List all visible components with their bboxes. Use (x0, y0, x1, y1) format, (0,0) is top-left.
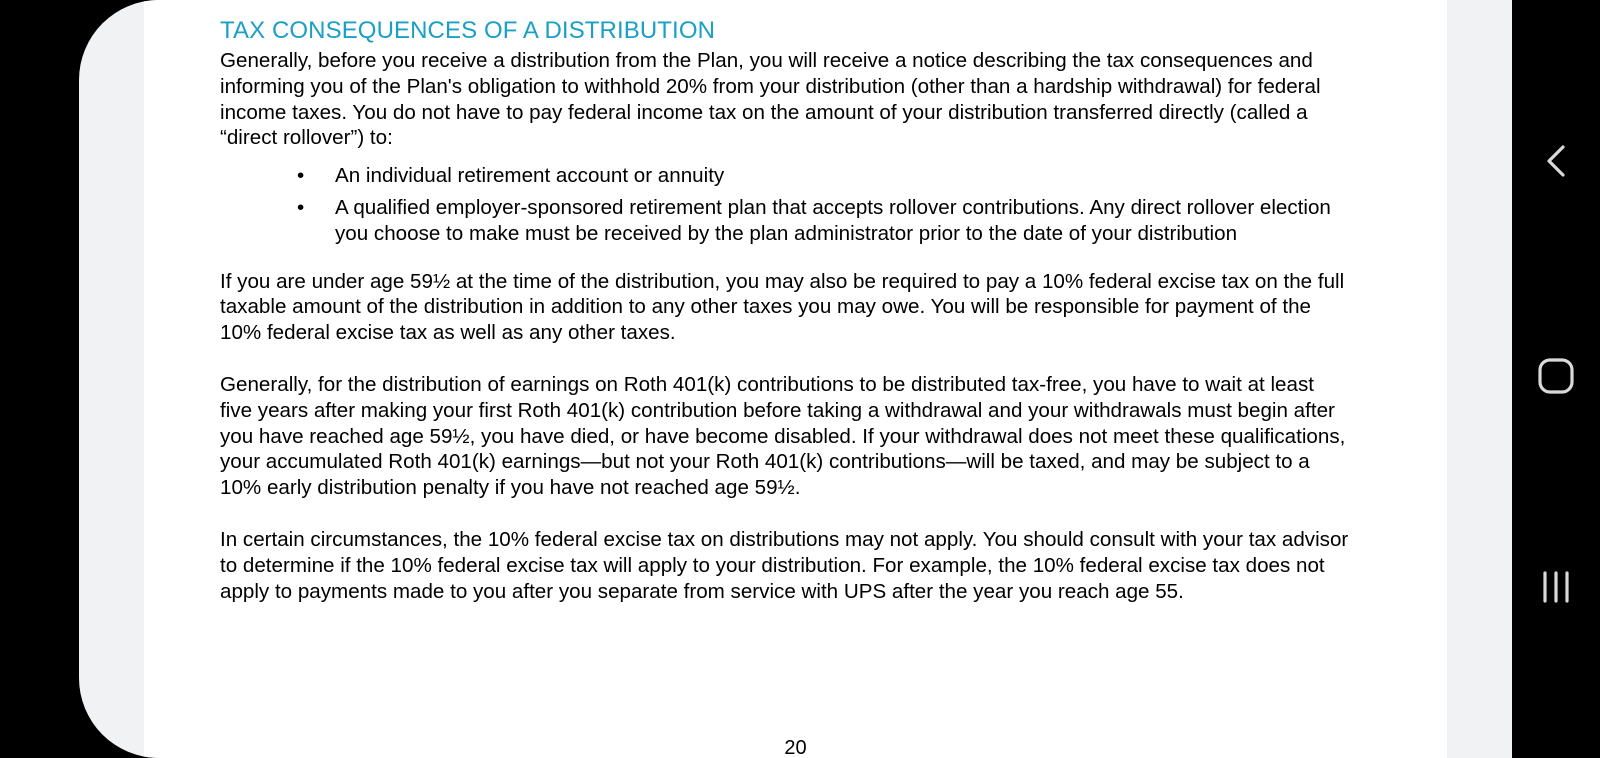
document-viewer[interactable] (79, 0, 1512, 758)
chevron-left-icon (1541, 144, 1571, 178)
system-navigation-bar (1512, 0, 1600, 758)
list-item-text: An individual retirement account or annuity (335, 164, 725, 188)
bullet-icon: • (297, 195, 305, 219)
home-button[interactable] (1532, 352, 1580, 400)
paragraph-spacer (220, 501, 1350, 527)
page-content (220, 15, 1350, 604)
roth-paragraph: Generally, for the distribution of earnings on Roth 401(k) contributions to be distributed tax-free, you have to wait at least five years after making your first Roth 401(k) contribution before taking a withdrawal and your withdrawals must begin after you have reached age 59½, you have died, or have become disabled. If your withdrawal does not meet these qualifications, your accumulated Roth 401(k) earnings—but not your Roth 401(k) contributions—will be taxed, and may be subject to a 10% early distribution penalty if you have not reached age 59½. (220, 372, 1346, 500)
bullet-icon: • (297, 164, 305, 188)
list-item (220, 195, 1350, 247)
exceptions-paragraph: In certain circumstances, the 10% federal excise tax on distributions may not apply. You should consult with your tax advisor to determine if the 10% federal excise tax will apply to your distribution. For example, the 10% federal excise tax does not apply to payments made to you after you separate from service with UPS after the year you reach age 55. (220, 527, 1349, 603)
three-bars-icon (1539, 570, 1573, 604)
list-item-text: A qualified employer-sponsored retirement plan that accepts rollover contributions. Any direct rollover election you choose to make must be received by the plan administrator prior to the date of your distribution (335, 195, 1331, 245)
back-button[interactable] (1532, 137, 1580, 185)
rounded-square-icon (1537, 357, 1575, 395)
intro-paragraph: Generally, before you receive a distribution from the Plan, you will receive a notice describing the tax consequences and informing you of the Plan's obligation to withhold 20% from your distribution (other than a hardship withdrawal) for federal income taxes. You do not have to pay federal income tax on the amount of your distribution transferred directly (called a “direct rollover”) to: (220, 49, 1321, 150)
excise-tax-paragraph: If you are under age 59½ at the time of the distribution, you may also be required to pay a 10% federal excise tax on the full taxable amount of the distribution in addition to any other taxes you may owe. You will be responsible for payment of the 10% federal excise tax as well as any other taxes. (220, 269, 1345, 345)
document-page (144, 0, 1447, 758)
list-item (220, 163, 1350, 189)
recents-button[interactable] (1532, 563, 1580, 611)
rollover-options-list (220, 163, 1350, 246)
paragraph-spacer (220, 346, 1350, 372)
section-heading: TAX CONSEQUENCES OF A DISTRIBUTION (220, 17, 716, 44)
page-number: 20 (784, 737, 807, 758)
